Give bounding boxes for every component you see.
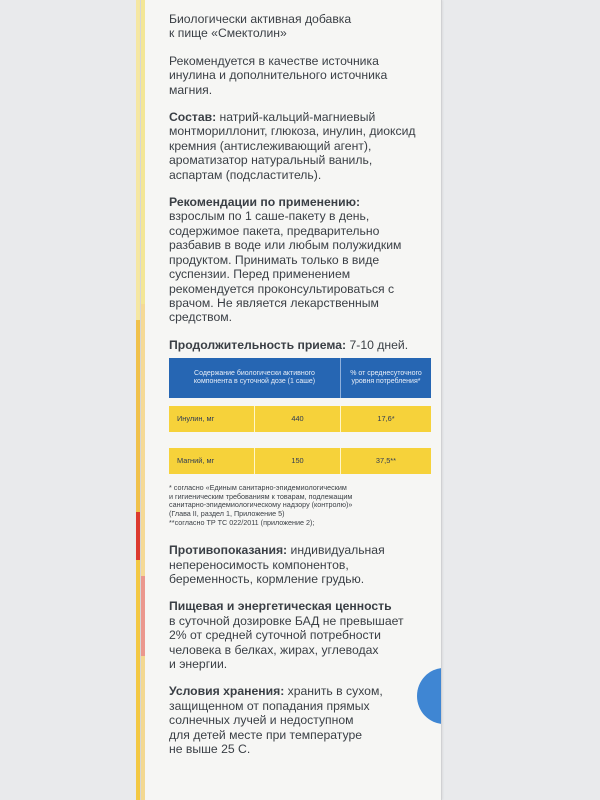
composition-line: ароматизатор натуральный ваниль, [169,153,373,168]
table-header [169,358,431,398]
nutrition-section [169,599,431,671]
storage-section [169,684,431,756]
nutrient-table [169,358,431,474]
storage-line: не выше 25 С. [169,741,251,756]
composition-line: монтмориллонит, глюкоза, инулин, диоксид [169,124,416,139]
duration-label: Продолжительность приема: [169,337,347,352]
table-cell-name: Инулин, мг [169,406,255,432]
contra-line: индивидуальная [287,543,385,558]
table-footnote [169,484,431,527]
contraindications-section [169,543,431,586]
footnote-line: (Глава II, раздел 1, Приложение 5) [169,508,285,518]
duration-section [169,338,431,352]
usage-line: суспензии. Перед применением [169,267,351,282]
footnote-line: **согласно ТР ТС 022/2011 (приложение 2); [169,517,315,527]
table-header-percent: % от среднесуточного уровня потребления* [350,369,422,386]
composition-line: натрий-кальций-магниевый [216,110,376,125]
contra-label: Противопоказания: [169,543,288,558]
storage-line: для детей месте при температуре [169,727,363,742]
usage-line: взрослым по 1 саше-пакету в день, [169,209,370,224]
storage-line: солнечных лучей и недоступном [169,713,354,728]
recommendation-text [169,54,431,97]
usage-line: продуктом. Принимать только в виде [169,252,380,267]
usage-line: разбавив в воде или любым полужидким [169,238,402,253]
usage-label: Рекомендации по применению: [169,195,361,210]
usage-section [169,195,431,325]
table-cell-amount: 440 [255,406,341,432]
usage-line: средством. [169,310,233,325]
duration-value: 7-10 дней. [346,337,409,352]
recommend-line: магния. [169,82,213,97]
product-intro [169,12,431,41]
table-cell-percent: 17,6* [377,413,395,423]
nutrition-line: 2% от средней суточной потребности [169,628,381,643]
package-side-panel [140,0,442,800]
table-row [169,406,431,432]
composition-line: аспартам (подсластитель). [169,167,322,182]
footnote-line: и гигиеническим требованиям к товарам, подлежащим [169,491,353,501]
intro-line: к пище «Смектолин» [169,26,287,41]
recommend-line: Рекомендуется в качестве источника [169,53,379,68]
nutrition-label: Пищевая и энергетическая ценность [169,599,392,614]
label-text-block [169,12,431,769]
usage-line: рекомендуется проконсультироваться с [169,281,395,296]
storage-line: защищенном от попадания прямых [169,698,370,713]
table-cell-percent: 37,5** [375,455,397,465]
nutrition-line: в суточной дозировке БАД не превышает [169,613,404,628]
nutrition-line: человека в белках, жирах, углеводах [169,642,379,657]
table-row [169,448,431,474]
composition-label: Состав: [169,110,217,125]
storage-line: хранить в сухом, [284,684,383,699]
table-header-content: Содержание биологически активного компонента в суточной дозе (1 саше) [169,358,341,398]
storage-label: Условия хранения: [169,684,285,699]
contra-line: непереносимость компонентов, [169,557,349,572]
intro-line: Биологически активная добавка [169,12,352,26]
footnote-line: * согласно «Единым санитарно-эпидемиологическим [169,483,347,493]
nutrition-line: и энергии. [169,656,228,671]
composition-section [169,110,431,182]
contra-line: беременность, кормление грудью. [169,571,365,586]
table-cell-amount: 150 [255,448,341,474]
usage-line: врачом. Не является лекарственным [169,295,379,310]
footnote-line: санитарно-эпидемиологическому надзору (контролю)» [169,500,353,510]
composition-line: кремния (антислеживающий агент), [169,138,372,153]
usage-line: содержимое пакета, предварительно [169,223,380,238]
recommend-line: инулина и дополнительного источника [169,68,388,83]
table-cell-name: Магний, мг [169,448,255,474]
